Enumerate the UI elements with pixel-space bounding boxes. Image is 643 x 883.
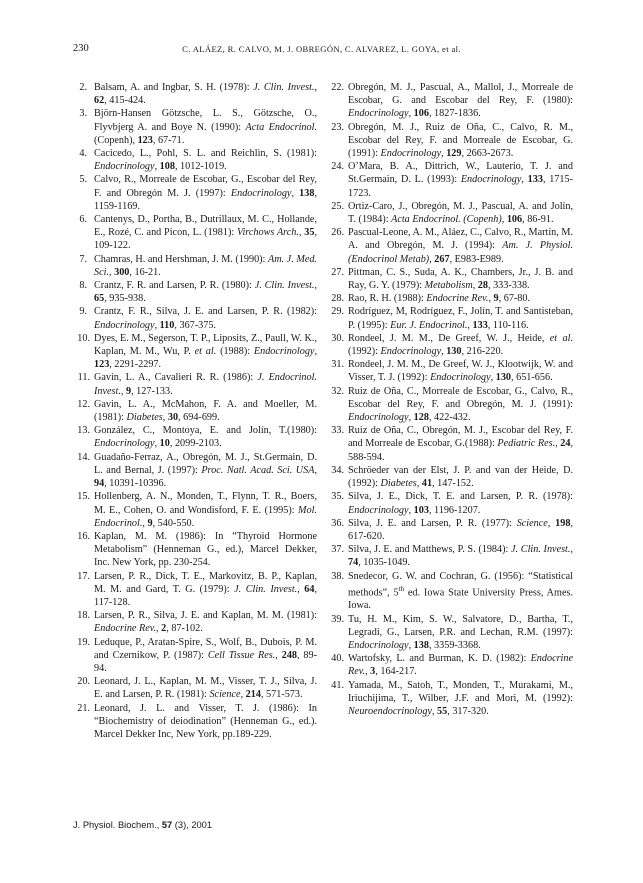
reference-text: , [297, 583, 305, 595]
reference-number: 21. [77, 702, 90, 714]
reference-entry [75, 424, 317, 450]
reference-entry [329, 358, 573, 384]
reference-volume: 128 [413, 412, 429, 424]
reference-journal-title: Endocrinology [348, 108, 409, 120]
reference-entry [329, 266, 573, 292]
reference-number: 16. [77, 530, 90, 542]
reference-entry [75, 609, 317, 635]
reference-text: , [120, 385, 126, 397]
reference-text: Gavin, L. A., Cavalieri R. R. (1986): [94, 372, 258, 384]
reference-journal-title: Eur. J. Endocrinol. [390, 319, 468, 331]
reference-text: Björn-Hansen Götzsche, L. S., Götzsche, O., Flyvbjerg A. and Boye N. (1990): [94, 108, 317, 133]
reference-number: 27. [331, 266, 344, 278]
reference-text: , 588-594. [348, 438, 573, 463]
reference-text: , [154, 438, 160, 450]
reference-number: 25. [331, 200, 344, 212]
reference-number: 30. [331, 332, 344, 344]
reference-volume: 198 [555, 517, 571, 529]
reference-text: Silva, J. E. and Larsen, P. R. (1977): [348, 517, 517, 529]
reference-volume: 62 [94, 95, 105, 107]
reference-volume: 65 [94, 293, 105, 305]
reference-journal-title: Science [516, 517, 548, 529]
reference-number: 32. [331, 385, 344, 397]
reference-journal-title: Endocrinology [380, 346, 442, 358]
reference-entry [329, 613, 573, 653]
reference-number: 17. [77, 570, 90, 582]
page-header [0, 43, 643, 57]
reference-text: Pittman, C. S., Suda, A. K., Chambers, Jr., J. B. and Ray, G. Y. (1979): [348, 266, 573, 292]
reference-text: Hollenberg, A. N., Monden, T., Flynn, T. R., Boers, M. E., Cohen, O. and Wondisford, F. E. (1995): [94, 491, 317, 516]
reference-text: Rondeel, J. M. M., De Greef, W. J., Klootwijk, W. and Visser, T. J. (1992): [348, 359, 573, 384]
reference-entry [329, 292, 573, 305]
reference-volume: 10 [159, 438, 170, 450]
reference-text: , 617-620. [348, 517, 573, 542]
reference-text: , 127-133. [131, 385, 173, 397]
reference-entry [329, 226, 573, 266]
reference-number: 19. [77, 636, 90, 648]
reference-text: , [408, 412, 414, 424]
reference-text: Chamras, H. and Hershman, J. M. (1990): [94, 253, 268, 265]
reference-text: , [298, 227, 305, 239]
reference-text: Kaplan, M. M. (1986): In “Thyroid Hormone Metabolism” (Henneman G., ed.), Marcel Dekker, Inc. New York, pp. 230-254. [94, 530, 317, 569]
reference-text: , [142, 517, 148, 529]
reference-text: , [314, 464, 318, 476]
reference-text: , E983-E989. [449, 253, 504, 265]
reference-text: , [501, 214, 507, 226]
reference-text: Rodríguez, M, Rodríguez, F., Jolín, T. and Santisteban, P. (1995): [348, 306, 573, 331]
reference-number: 20. [77, 676, 90, 688]
reference-text: Silva, J. E. and Matthews, P. S. (1984): [348, 544, 512, 556]
reference-text: Tu, H. M., Kim, S. W., Salvatore, D., Bartha, T., Legradi, G., Larsen, P.R. and Lechan, R.M. (1997): [348, 613, 573, 638]
reference-text: , [416, 478, 422, 490]
reference-text: , 216-220. [461, 346, 504, 358]
reference-text: , [555, 438, 561, 450]
reference-entry [75, 332, 317, 372]
reference-text: Cacicedo, L., Pohl, S. L. and Reichlin, S. (1981): [94, 148, 317, 160]
reference-entry [329, 385, 573, 425]
reference-text: , 1035-1049. [358, 557, 410, 569]
reference-journal-title: Endocrinology [460, 174, 522, 186]
reference-entry [75, 213, 317, 253]
reference-text: Cantenys, D., Portha, B., Dutrillaux, M. C., Hollande, E., Rozé, C. and Picon, L. (1981): [94, 214, 317, 239]
reference-number: 4. [79, 148, 87, 160]
reference-number: 3. [79, 108, 87, 120]
reference-text: , 10391-10396. [104, 478, 167, 490]
reference-text: , [429, 253, 435, 265]
reference-volume: 133 [527, 174, 543, 186]
reference-entry [75, 279, 317, 305]
reference-number: 9. [79, 306, 87, 318]
reference-journal-title: Neuroendocrinology [348, 705, 432, 717]
reference-text: Leduque, P., Aratan-Spire, S., Wolf, B., Dubois, P. M. and Czernikow, P. (1987): [94, 636, 317, 661]
reference-entry [75, 530, 317, 570]
reference-number: 2. [79, 82, 87, 93]
reference-number: 36. [331, 517, 344, 529]
reference-entry [329, 332, 573, 358]
reference-number: 7. [79, 253, 87, 265]
reference-text: (1988): [216, 346, 254, 358]
reference-text: , 87-102. [166, 623, 203, 635]
reference-text: (Copenh), [94, 134, 138, 146]
reference-entry [75, 570, 317, 610]
reference-text: , 367-375. [174, 319, 216, 331]
reference-text: , [408, 504, 414, 516]
reference-journal-title: Cell Tissue Res. [207, 649, 276, 661]
reference-volume: 248 [281, 649, 297, 661]
reference-journal-title: Diabetes [380, 478, 417, 490]
reference-text: Obregón, M. J., Ruiz de Oña, C., Calvo, R. M., Escobar del Rey, F. and Morreale de Escobar, G. (1991): [348, 121, 573, 160]
reference-volume: 103 [413, 504, 429, 516]
reference-text: , 317-320. [447, 705, 489, 717]
reference-text: ed. Iowa State University Press, Ames. Iowa. [348, 587, 573, 612]
reference-text: , [314, 82, 317, 93]
reference-entry [329, 679, 573, 719]
reference-text: , 164-217. [375, 666, 417, 678]
reference-volume: 94 [94, 478, 105, 490]
reference-volume: 106 [506, 214, 523, 226]
reference-journal-title: Science [209, 689, 241, 701]
reference-text: Leonard, J. L., Kaplan, M. M., Visser, T. J., Silva, J. E. and Larsen, P. R. (1981): [94, 676, 317, 701]
reference-journal-title: Endocrinology [348, 639, 409, 651]
reference-journal-title: Pediatric Res. [497, 438, 556, 450]
reference-entry [329, 570, 573, 613]
footer-citation [73, 820, 212, 830]
reference-text: Rao, R. H. (1988): [348, 293, 427, 305]
reference-superscript: th [398, 584, 405, 593]
reference-journal-title: Mol. Endocrinol. [94, 504, 317, 529]
reference-journal-title: Virchows Arch. [236, 227, 299, 239]
reference-entry [75, 636, 317, 676]
reference-entry [329, 652, 573, 678]
reference-text: , [521, 174, 528, 186]
footer-issue-year: (3), 2001 [172, 820, 213, 830]
reference-journal-title: J. Clin. Invest. [253, 82, 315, 93]
reference-volume: 55 [437, 705, 448, 717]
reference-journal-title: Endocrinology [94, 438, 155, 450]
reference-text: , 1012-1019. [174, 161, 227, 173]
reference-text: Leonard, J. L. and Visser, T. J. (1986): In “Biochemistry of deiodination” (Henneman G., ed.). Marcel Dekker Inc, New York, pp.189-229. [94, 702, 317, 740]
reference-entry [329, 464, 573, 490]
reference-text: , [408, 639, 414, 651]
reference-journal-title: Proc. Natl. Acad. Sci. USA [201, 464, 315, 476]
reference-journal-title: Endocrinology [348, 504, 409, 516]
reference-journal-title: Endocrinology [253, 346, 315, 358]
reference-text: Ortiz-Caro, J., Obregón, M. J., Pascual, A. and Jolín, T. (1984): [348, 200, 573, 226]
reference-text: , [472, 280, 478, 292]
reference-volume: 129 [446, 148, 462, 160]
reference-journal-title: et al. [549, 332, 573, 344]
reference-volume: 24 [560, 438, 571, 450]
reference-entry [75, 147, 317, 173]
reference-number: 35. [331, 491, 344, 503]
footer-journal: J. Physiol. Biochem., [73, 820, 162, 830]
reference-volume: 9 [493, 293, 499, 305]
reference-entry [329, 424, 573, 464]
reference-text: Silva, J. E., Dick, T. E. and Larsen, P. R. (1978): [348, 491, 573, 503]
reference-number: 29. [331, 306, 344, 318]
reference-entry [75, 253, 317, 279]
reference-text: , 3359-3368. [428, 639, 481, 651]
references-left-column [75, 81, 317, 741]
reference-entry [75, 107, 317, 147]
reference-text: , 117-128. [94, 583, 317, 608]
reference-text: , 1196-1207. [428, 504, 481, 516]
footer-volume: 57 [161, 820, 173, 830]
reference-volume: 214 [245, 689, 261, 701]
reference-text: Yamada, M., Satoh, T., Monden, T., Murakami, M., Iriuchijima, T., Wilber, J.F. and Mori, M. (1992): [348, 679, 573, 704]
reference-text: Balsam, A. and Ingbar, S. H. (1978): [94, 82, 254, 93]
reference-entry [329, 81, 573, 121]
reference-text: O’Mara, B. A., Dittrich, W., Lauterio, T. J. and St.Germain, D. L. (1993): [348, 161, 573, 186]
reference-entry [329, 543, 573, 569]
reference-journal-title: Endocrine Rev. [348, 653, 573, 678]
reference-text: (1992): [348, 346, 381, 358]
reference-entry [329, 200, 573, 226]
reference-text: , [314, 346, 317, 358]
reference-number: 11. [77, 372, 90, 384]
reference-volume: 108 [159, 161, 175, 173]
reference-text: , 2663-2673. [461, 148, 514, 160]
reference-entry [75, 173, 317, 213]
reference-text: , 540-550. [152, 517, 195, 529]
reference-text: Wartofsky, L. and Burman, K. D. (1982): [348, 653, 531, 665]
reference-number: 13. [77, 425, 90, 437]
reference-text: Crantz, F. R., Silva, J. E. and Larsen, P. R. (1982): [94, 306, 317, 318]
reference-volume: 138 [299, 187, 315, 199]
reference-volume: 130 [446, 346, 462, 358]
reference-entry [329, 160, 573, 200]
reference-text: , 651-656. [511, 372, 553, 384]
reference-volume: 41 [421, 478, 433, 490]
reference-text: Obregón, M. J., Pascual, A., Mallol, J., Morreale de Escobar, G. and Escobar del Rey, F. (1980): [348, 82, 573, 107]
reference-text: , [490, 372, 496, 384]
reference-text: , [488, 293, 494, 305]
reference-number: 37. [331, 544, 344, 556]
reference-volume: 30 [167, 412, 179, 424]
reference-number: 8. [79, 280, 87, 292]
reference-text: , [314, 280, 318, 292]
running-head: C. ALÁEZ, R. CALVO, M. J. OBREGÓN, C. ALVAREZ, L. GOYA, et al. [182, 44, 461, 54]
reference-volume: 300 [114, 266, 130, 278]
reference-number: 39. [331, 613, 344, 625]
reference-text: , [570, 544, 573, 556]
reference-number: 31. [331, 359, 344, 371]
reference-text: , [240, 689, 246, 701]
reference-volume: 9 [147, 517, 153, 529]
reference-entry [75, 702, 317, 742]
reference-number: 5. [79, 174, 87, 186]
reference-journal-title: Endocrinology [430, 372, 491, 384]
reference-text: Guadaño-Ferraz, A., Obregón, M. J., St.Germain, D. L. and Bernal, J. (1997): [94, 451, 317, 476]
reference-volume: 130 [495, 372, 512, 384]
reference-text: , [109, 266, 115, 278]
reference-number: 14. [77, 451, 90, 463]
reference-text: , [156, 623, 162, 635]
reference-number: 26. [331, 227, 344, 239]
reference-text: , 109-122. [94, 227, 318, 252]
reference-number: 40. [331, 653, 344, 665]
reference-text: , 1159-1169. [94, 187, 317, 212]
reference-journal-title: Endocrinology [230, 187, 292, 199]
reference-number: 38. [331, 570, 344, 582]
reference-text: Snedecor, G. W. and Cochran, G. (1956): “Statistical methods”, 5 [348, 570, 573, 599]
reference-text: Larsen, P. R., Dick, T. E., Markovitz, B. P., Kaplan, M. M. and Gard, T. G. (1979): [94, 570, 317, 595]
reference-number: 18. [77, 610, 90, 622]
reference-volume: 35 [304, 227, 315, 239]
reference-number: 33. [331, 425, 344, 437]
reference-journal-title: Endocrinology [380, 148, 442, 160]
reference-text: , 422-432. [428, 412, 471, 424]
reference-journal-title: J. Endocrinol. Invest. [94, 372, 317, 397]
reference-entry [75, 371, 317, 397]
reference-entry [75, 305, 317, 331]
reference-entry [329, 517, 573, 543]
reference-text: Dyes, E. M., Segerson, T. P., Liposits, Z., Paull, W. K., Kaplan, M. M., Wu, P. [94, 332, 317, 358]
reference-text: González, C., Montoya, E. and Jolín, T.(1980): [94, 425, 317, 437]
reference-text: , 2099-2103. [169, 438, 222, 450]
reference-volume: 133 [472, 319, 488, 331]
reference-volume: 106 [413, 108, 429, 120]
reference-text: Schröeder van der Elst, J. P. and van der Heide, D. (1992): [348, 464, 573, 490]
reference-text: , 110-116. [487, 319, 529, 331]
reference-entry [329, 490, 573, 516]
reference-number: 34. [331, 464, 344, 476]
reference-journal-title: Diabetes [126, 412, 163, 424]
reference-text: , 935-938. [104, 293, 146, 305]
reference-entry [75, 451, 317, 491]
reference-entry [75, 398, 317, 424]
reference-entry [329, 121, 573, 161]
reference-journal-title: J. Clin. Invest. [511, 544, 571, 556]
reference-journal-title: Acta Endocrinol. (Copenh) [391, 214, 502, 226]
reference-journal-title: Am. J. Physiol. (Endocrinol Metab) [348, 240, 573, 265]
reference-text: , 67-71. [152, 134, 185, 146]
reference-text: Rondeel, J. M. M., De Greef, W. J., Heide, [348, 332, 550, 344]
reference-text: , 694-699. [178, 412, 220, 424]
reference-volume: 123 [94, 359, 110, 371]
reference-volume: 9 [125, 385, 132, 397]
reference-text: Calvo, R., Morreale de Escobar, G., Escobar del Rey, F. and Obregón M. J. (1997): [94, 174, 317, 199]
reference-text: , 67-80. [498, 293, 531, 305]
reference-volume: 2 [161, 623, 167, 635]
reference-text: , 2291-2297. [109, 359, 162, 371]
reference-journal-title: et al. [194, 346, 217, 358]
reference-volume: 138 [413, 639, 429, 651]
reference-journal-title: Metabolism [424, 280, 473, 292]
reference-volume: 74 [348, 557, 359, 569]
reference-entry [75, 675, 317, 701]
reference-text: , 16-21. [129, 266, 161, 278]
reference-text: , 1827-1836. [428, 108, 481, 120]
reference-text: , [431, 705, 438, 717]
reference-journal-title: Acta Endocrinol. [245, 121, 317, 133]
reference-journal-title: Am. J. Med. Sci. [94, 253, 317, 278]
reference-number: 15. [77, 491, 90, 503]
reference-entry [75, 490, 317, 530]
references-right-column [329, 81, 573, 718]
reference-volume: 110 [159, 319, 175, 331]
reference-text: , [467, 319, 473, 331]
reference-text: , 415-424. [104, 95, 146, 107]
reference-volume: 64 [304, 583, 315, 595]
reference-entry [329, 305, 573, 331]
reference-text: , 333-338. [487, 280, 530, 292]
reference-text: , [162, 412, 168, 424]
reference-journal-title: Endocrinology [348, 412, 409, 424]
reference-volume: 3 [370, 666, 376, 678]
reference-text: , 86-91. [522, 214, 554, 226]
reference-entry [75, 81, 317, 107]
reference-text: , 571-573. [260, 689, 303, 701]
reference-text: , 1715-1723. [348, 174, 573, 199]
reference-number: 10. [77, 332, 90, 344]
reference-journal-title: J. Clin. Invest. [254, 280, 315, 292]
reference-text: Pascual-Leone, A. M., Aláez, C., Calvo, R., Martín, M. A. and Obregón, M. J. (1994): [348, 227, 573, 252]
reference-text: , [275, 649, 282, 661]
reference-text: , [441, 148, 447, 160]
reference-text: Gavin, L. A., McMahon, F. A. and Moeller, M. (1981): [94, 398, 317, 424]
reference-number: 22. [331, 82, 344, 93]
reference-text: , [547, 517, 556, 529]
page-number: 230 [73, 43, 89, 54]
reference-volume: 267 [434, 253, 450, 265]
reference-text: Ruiz de Oña, C., Morreale de Escobar, G., Calvo, R., Escobar del Rey, F. and Obregón, M. J. (1991): [348, 385, 573, 410]
reference-number: 6. [79, 214, 87, 226]
reference-number: 28. [331, 293, 344, 305]
reference-number: 24. [331, 161, 344, 173]
reference-journal-title: Endocrinology [94, 161, 155, 173]
reference-journal-title: Endocrine Rev. [426, 293, 489, 305]
reference-journal-title: Endocrinology [94, 319, 155, 331]
reference-text: , 147-152. [432, 478, 474, 490]
reference-text: Larsen, P. R., Silva, J. E. and Kaplan, M. M. (1981): [94, 610, 317, 622]
reference-text: Crantz, F. R. and Larsen, P. R. (1980): [94, 280, 255, 292]
reference-number: 23. [331, 121, 344, 133]
reference-text: , [408, 108, 414, 120]
reference-text: , [154, 319, 160, 331]
reference-journal-title: J. Clin. Invest. [234, 583, 298, 595]
reference-volume: 28 [477, 280, 488, 292]
reference-text: , [365, 666, 371, 678]
reference-text: , 89-94. [94, 649, 317, 674]
reference-text: , [441, 346, 447, 358]
reference-number: 12. [77, 398, 90, 410]
reference-text: , [154, 161, 160, 173]
reference-text: , [291, 187, 300, 199]
reference-journal-title: Endocrine Rev. [94, 623, 157, 635]
reference-text: Ruiz de Oña, C., Obregón, M. J., Escobar del Rey, F. and Morreale de Escobar, G.(1988): [348, 425, 573, 450]
reference-number: 41. [331, 679, 344, 691]
reference-volume: 123 [137, 134, 153, 146]
